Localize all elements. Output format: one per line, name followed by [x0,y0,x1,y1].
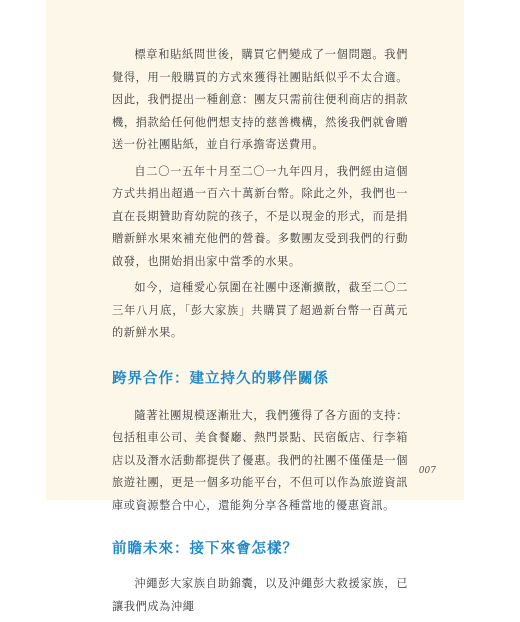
paragraph-donation-total: 自二〇一五年十月至二〇一九年四月，我們經由這個方式共捐出超過一百六十萬新台幣。除此之外，我們也一直在長期贊助育幼院的孩子，不是以現金的形式，而是捐贈新鮮水果來補充他們的營養。多數團友受到我們的行動啟發，也開始捐出家中當季的水果。 [112,164,408,268]
paragraph-fruit-purchase: 如今，這種愛心氛圍在社團中逐漸擴散，截至二〇二三年八月底，「彭大家族」共購買了超過新台幣一百萬元的新鮮水果。 [112,281,408,339]
page-number: 007 [418,466,436,476]
section-heading-partnership: 跨界合作：建立持久的夥伴關係 [112,370,329,387]
paragraph-sticker-issue: 標章和貼紙問世後，購買它們變成了一個問題。我們覺得，用一般購買的方式來獲得社團貼紙似乎不太合適。因此，我們提出一種創意：團友只需前往便利商店的捐款機，捐款給任何他們想支持的慈善機構，然後我們就會贈送一份社團貼紙，並自行承擔寄送費用。 [112,48,408,151]
book-page [46,0,464,613]
section-heading-future: 前瞻未來：接下來會怎樣？ [112,541,298,557]
paragraph-future: 沖繩彭大家族自助錦囊，以及沖繩彭大救援家族，已讓我們成為沖繩 [112,577,408,613]
page-text-block [112,44,408,622]
paragraph-partnership: 隨著社團規模逐漸壯大，我們獲得了各方面的支持：包括租車公司、美食餐廳、熱門景點、民宿飯店、行李箱店以及潛水活動都提供了優惠。我們的社團不僅僅是一個旅遊社團，更是一個多功能平台，不但可以作為旅遊資訊庫或資源整合中心，還能夠分享各種當地的優惠資訊。 [112,408,408,512]
